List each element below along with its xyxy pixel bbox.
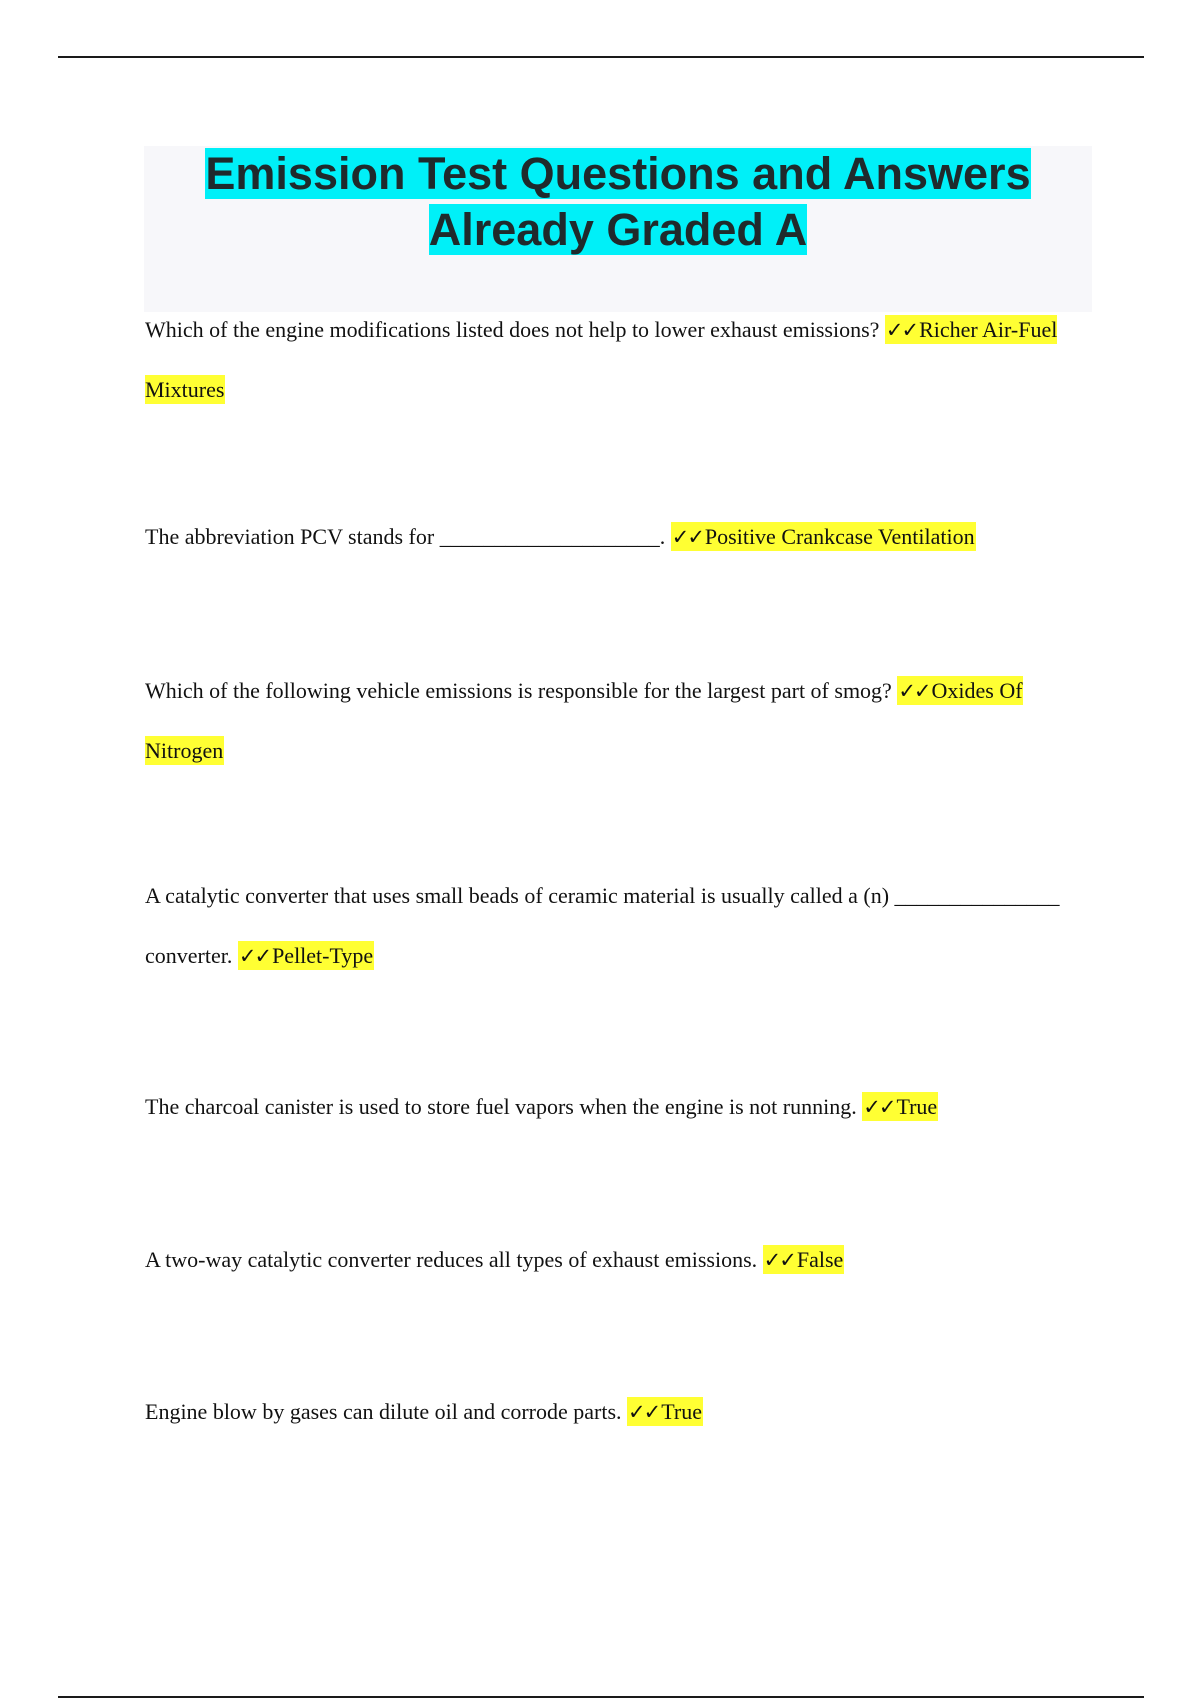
question-text: A two-way catalytic converter reduces all types of exhaust emissions. (145, 1247, 763, 1272)
qa-item-2 (145, 507, 1085, 567)
qa-item-5 (145, 1077, 1085, 1137)
qa-item-1 (145, 300, 1085, 420)
qa-item-7 (145, 1382, 1085, 1442)
question-text: The charcoal canister is used to store fuel vapors when the engine is not running. (145, 1094, 863, 1119)
qa-item-6 (145, 1230, 1085, 1290)
question-text: A catalytic converter that uses small beads of ceramic material is usually called a (n) _______________ converter. (145, 883, 1060, 968)
qa-item-3 (145, 661, 1085, 781)
answer-text: Positive Crankcase Ventilation (704, 524, 975, 549)
document-title (144, 146, 1092, 258)
answer-highlight (763, 1245, 845, 1274)
answer-highlight (862, 1092, 938, 1121)
answer-text: Richer Air-Fuel Mixtures (145, 317, 1058, 402)
title-line-2: Already Graded A (428, 204, 808, 255)
answer-text: True (896, 1094, 938, 1119)
double-check-icon: ✓✓ (671, 525, 703, 549)
question-text: The abbreviation PCV stands for ____________________. (145, 524, 671, 549)
qa-item-4 (145, 866, 1085, 986)
answer-highlight (238, 941, 374, 970)
title-line-1: Emission Test Questions and Answers (205, 148, 1031, 199)
answer-text: True (661, 1399, 703, 1424)
question-text: Engine blow by gases can dilute oil and corrode parts. (145, 1399, 628, 1424)
answer-highlight (627, 1397, 703, 1426)
answer-text: False (796, 1247, 844, 1272)
double-check-icon: ✓✓ (885, 318, 918, 342)
double-check-icon: ✓✓ (238, 944, 271, 968)
title-panel (144, 146, 1092, 312)
answer-text: Pellet-Type (272, 943, 374, 968)
question-text: Which of the engine modifications listed does not help to lower exhaust emissions? (145, 317, 885, 342)
answer-highlight (671, 522, 976, 551)
double-check-icon: ✓✓ (628, 1400, 660, 1424)
double-check-icon: ✓✓ (898, 679, 930, 703)
double-check-icon: ✓✓ (863, 1095, 895, 1119)
question-text: Which of the following vehicle emissions is responsible for the largest part of smog? (145, 678, 898, 703)
header-rule (58, 56, 1144, 58)
answer-text: Oxides Of Nitrogen (145, 678, 1023, 763)
footer-rule (58, 1696, 1144, 1698)
double-check-icon: ✓✓ (763, 1248, 795, 1272)
